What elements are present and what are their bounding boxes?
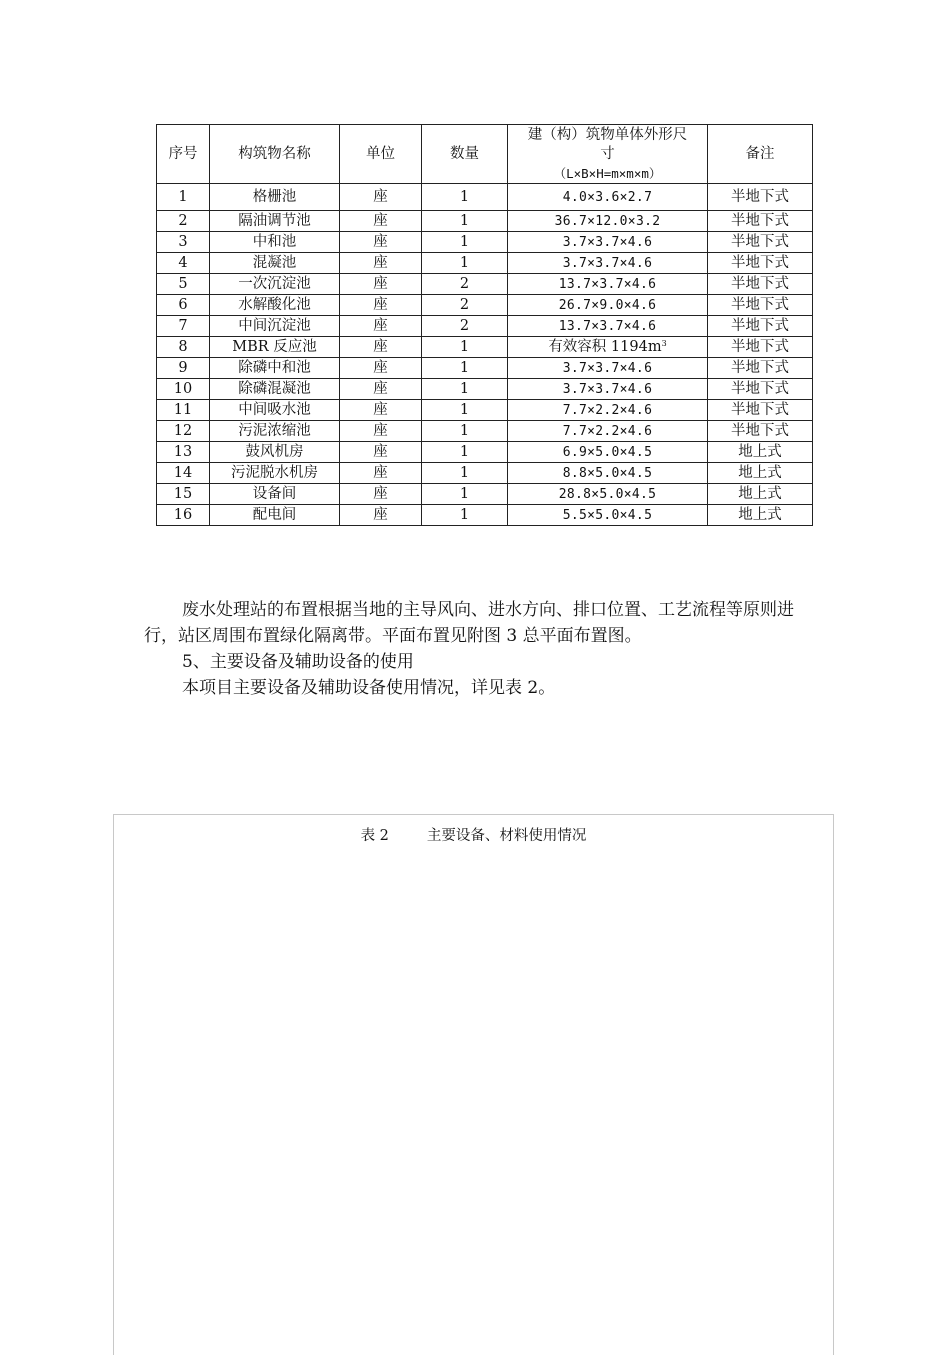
cell-seq: 3 <box>157 232 210 253</box>
cell-seq: 4 <box>157 253 210 274</box>
cell-seq: 11 <box>157 400 210 421</box>
cell-name: 设备间 <box>210 484 340 505</box>
header-seq: 序号 <box>157 125 210 184</box>
header-unit: 单位 <box>340 125 422 184</box>
cell-qty: 1 <box>422 211 508 232</box>
cell-qty: 2 <box>422 316 508 337</box>
cell-qty: 1 <box>422 400 508 421</box>
cell-unit: 座 <box>340 232 422 253</box>
equipment-paragraph: 本项目主要设备及辅助设备使用情况，详见表 2。 <box>182 678 556 698</box>
cell-note: 半地下式 <box>708 421 813 442</box>
cell-unit: 座 <box>340 358 422 379</box>
table-row <box>157 253 813 274</box>
header-size <box>508 125 708 184</box>
cell-note: 半地下式 <box>708 274 813 295</box>
cell-unit: 座 <box>340 505 422 526</box>
table-row <box>157 184 813 211</box>
cell-seq: 7 <box>157 316 210 337</box>
cell-size: 3.7×3.7×4.6 <box>508 232 708 253</box>
cell-note: 半地下式 <box>708 358 813 379</box>
cell-name: MBR 反应池 <box>210 337 340 358</box>
cell-note: 半地下式 <box>708 316 813 337</box>
cell-qty: 1 <box>422 358 508 379</box>
cell-qty: 2 <box>422 295 508 316</box>
cell-note: 地上式 <box>708 505 813 526</box>
cell-unit: 座 <box>340 337 422 358</box>
cell-seq: 6 <box>157 295 210 316</box>
cell-size: 5.5×5.0×4.5 <box>508 505 708 526</box>
header-size-line2: 寸 <box>600 145 615 162</box>
cell-unit: 座 <box>340 484 422 505</box>
cell-size: 3.7×3.7×4.6 <box>508 253 708 274</box>
cell-unit: 座 <box>340 421 422 442</box>
cell-note: 地上式 <box>708 484 813 505</box>
cell-size: 28.8×5.0×4.5 <box>508 484 708 505</box>
cell-qty: 2 <box>422 274 508 295</box>
cell-size: 13.7×3.7×4.6 <box>508 316 708 337</box>
cell-size: 26.7×9.0×4.6 <box>508 295 708 316</box>
cell-seq: 10 <box>157 379 210 400</box>
cell-name: 中间沉淀池 <box>210 316 340 337</box>
cell-qty: 1 <box>422 337 508 358</box>
cell-unit: 座 <box>340 463 422 484</box>
table-row <box>157 421 813 442</box>
cell-seq: 9 <box>157 358 210 379</box>
table2-title: 主要设备、材料使用情况 <box>426 828 587 844</box>
cell-unit: 座 <box>340 379 422 400</box>
cell-note: 半地下式 <box>708 211 813 232</box>
table-row <box>157 316 813 337</box>
cell-name: 中间吸水池 <box>210 400 340 421</box>
cell-size: 36.7×12.0×3.2 <box>508 211 708 232</box>
table2-caption <box>114 824 833 845</box>
section-heading-5: 5、主要设备及辅助设备的使用 <box>182 652 414 672</box>
unit-superscript: 3 <box>661 338 667 348</box>
cell-name: 鼓风机房 <box>210 442 340 463</box>
cell-name: 污泥脱水机房 <box>210 463 340 484</box>
table-row <box>157 400 813 421</box>
cell-note: 地上式 <box>708 463 813 484</box>
cell-seq: 2 <box>157 211 210 232</box>
table-row <box>157 505 813 526</box>
cell-seq: 1 <box>157 184 210 211</box>
cell-note: 半地下式 <box>708 400 813 421</box>
table-row <box>157 463 813 484</box>
cell-unit: 座 <box>340 295 422 316</box>
cell-unit: 座 <box>340 211 422 232</box>
cell-unit: 座 <box>340 184 422 211</box>
cell-unit: 座 <box>340 442 422 463</box>
header-qty: 数量 <box>422 125 508 184</box>
cell-seq: 16 <box>157 505 210 526</box>
cell-qty: 1 <box>422 184 508 211</box>
cell-seq: 13 <box>157 442 210 463</box>
cell-name: 中和池 <box>210 232 340 253</box>
cell-qty: 1 <box>422 484 508 505</box>
table2-frame <box>113 814 834 1355</box>
cell-note: 地上式 <box>708 442 813 463</box>
cell-qty: 1 <box>422 442 508 463</box>
cell-seq: 8 <box>157 337 210 358</box>
table-header-row <box>157 125 813 184</box>
cell-qty: 1 <box>422 379 508 400</box>
table-row <box>157 484 813 505</box>
table-row <box>157 358 813 379</box>
table-row <box>157 337 813 358</box>
layout-paragraph: 废水处理站的布置根据当地的主导风向、进水方向、排口位置、工艺流程等原则进行，站区周围布置绿化隔离带。平面布置见附图 3 总平面布置图。 <box>144 600 794 646</box>
table-row <box>157 442 813 463</box>
cell-qty: 1 <box>422 463 508 484</box>
cell-seq: 14 <box>157 463 210 484</box>
cell-name: 配电间 <box>210 505 340 526</box>
cell-note: 半地下式 <box>708 337 813 358</box>
table2-label: 表 2 <box>360 828 389 844</box>
header-size-line3: （L×B×H=m×m×m） <box>553 165 662 181</box>
header-note: 备注 <box>708 125 813 184</box>
table-row <box>157 211 813 232</box>
cell-unit: 座 <box>340 253 422 274</box>
cell-name: 除磷混凝池 <box>210 379 340 400</box>
cell-name: 除磷中和池 <box>210 358 340 379</box>
cell-qty: 1 <box>422 253 508 274</box>
cell-name: 格栅池 <box>210 184 340 211</box>
cell-note: 半地下式 <box>708 379 813 400</box>
cell-size: 8.8×5.0×4.5 <box>508 463 708 484</box>
cell-note: 半地下式 <box>708 295 813 316</box>
cell-note: 半地下式 <box>708 253 813 274</box>
cell-size: 6.9×5.0×4.5 <box>508 442 708 463</box>
cell-unit: 座 <box>340 274 422 295</box>
table-row <box>157 274 813 295</box>
cell-qty: 1 <box>422 232 508 253</box>
header-name: 构筑物名称 <box>210 125 340 184</box>
cell-size: 有效容积 $1194m^3$ <box>508 337 708 358</box>
structures-table <box>156 124 813 526</box>
cell-qty: 1 <box>422 421 508 442</box>
cell-name: 水解酸化池 <box>210 295 340 316</box>
header-size-line1: 建（构）筑物单体外形尺 <box>527 126 688 143</box>
cell-unit: 座 <box>340 316 422 337</box>
table-row <box>157 379 813 400</box>
cell-note: 半地下式 <box>708 184 813 211</box>
cell-size: 3.7×3.7×4.6 <box>508 358 708 379</box>
cell-seq: 12 <box>157 421 210 442</box>
cell-name: 一次沉淀池 <box>210 274 340 295</box>
cell-size: 7.7×2.2×4.6 <box>508 421 708 442</box>
cell-size: 7.7×2.2×4.6 <box>508 400 708 421</box>
cell-size: 3.7×3.7×4.6 <box>508 379 708 400</box>
cell-seq: 15 <box>157 484 210 505</box>
cell-note: 半地下式 <box>708 232 813 253</box>
cell-name: 污泥浓缩池 <box>210 421 340 442</box>
cell-size: 4.0×3.6×2.7 <box>508 184 708 211</box>
cell-qty: 1 <box>422 505 508 526</box>
table-row <box>157 295 813 316</box>
cell-size: 13.7×3.7×4.6 <box>508 274 708 295</box>
cell-unit: 座 <box>340 400 422 421</box>
cell-name: 隔油调节池 <box>210 211 340 232</box>
cell-name: 混凝池 <box>210 253 340 274</box>
table-row <box>157 232 813 253</box>
cell-seq: 5 <box>157 274 210 295</box>
